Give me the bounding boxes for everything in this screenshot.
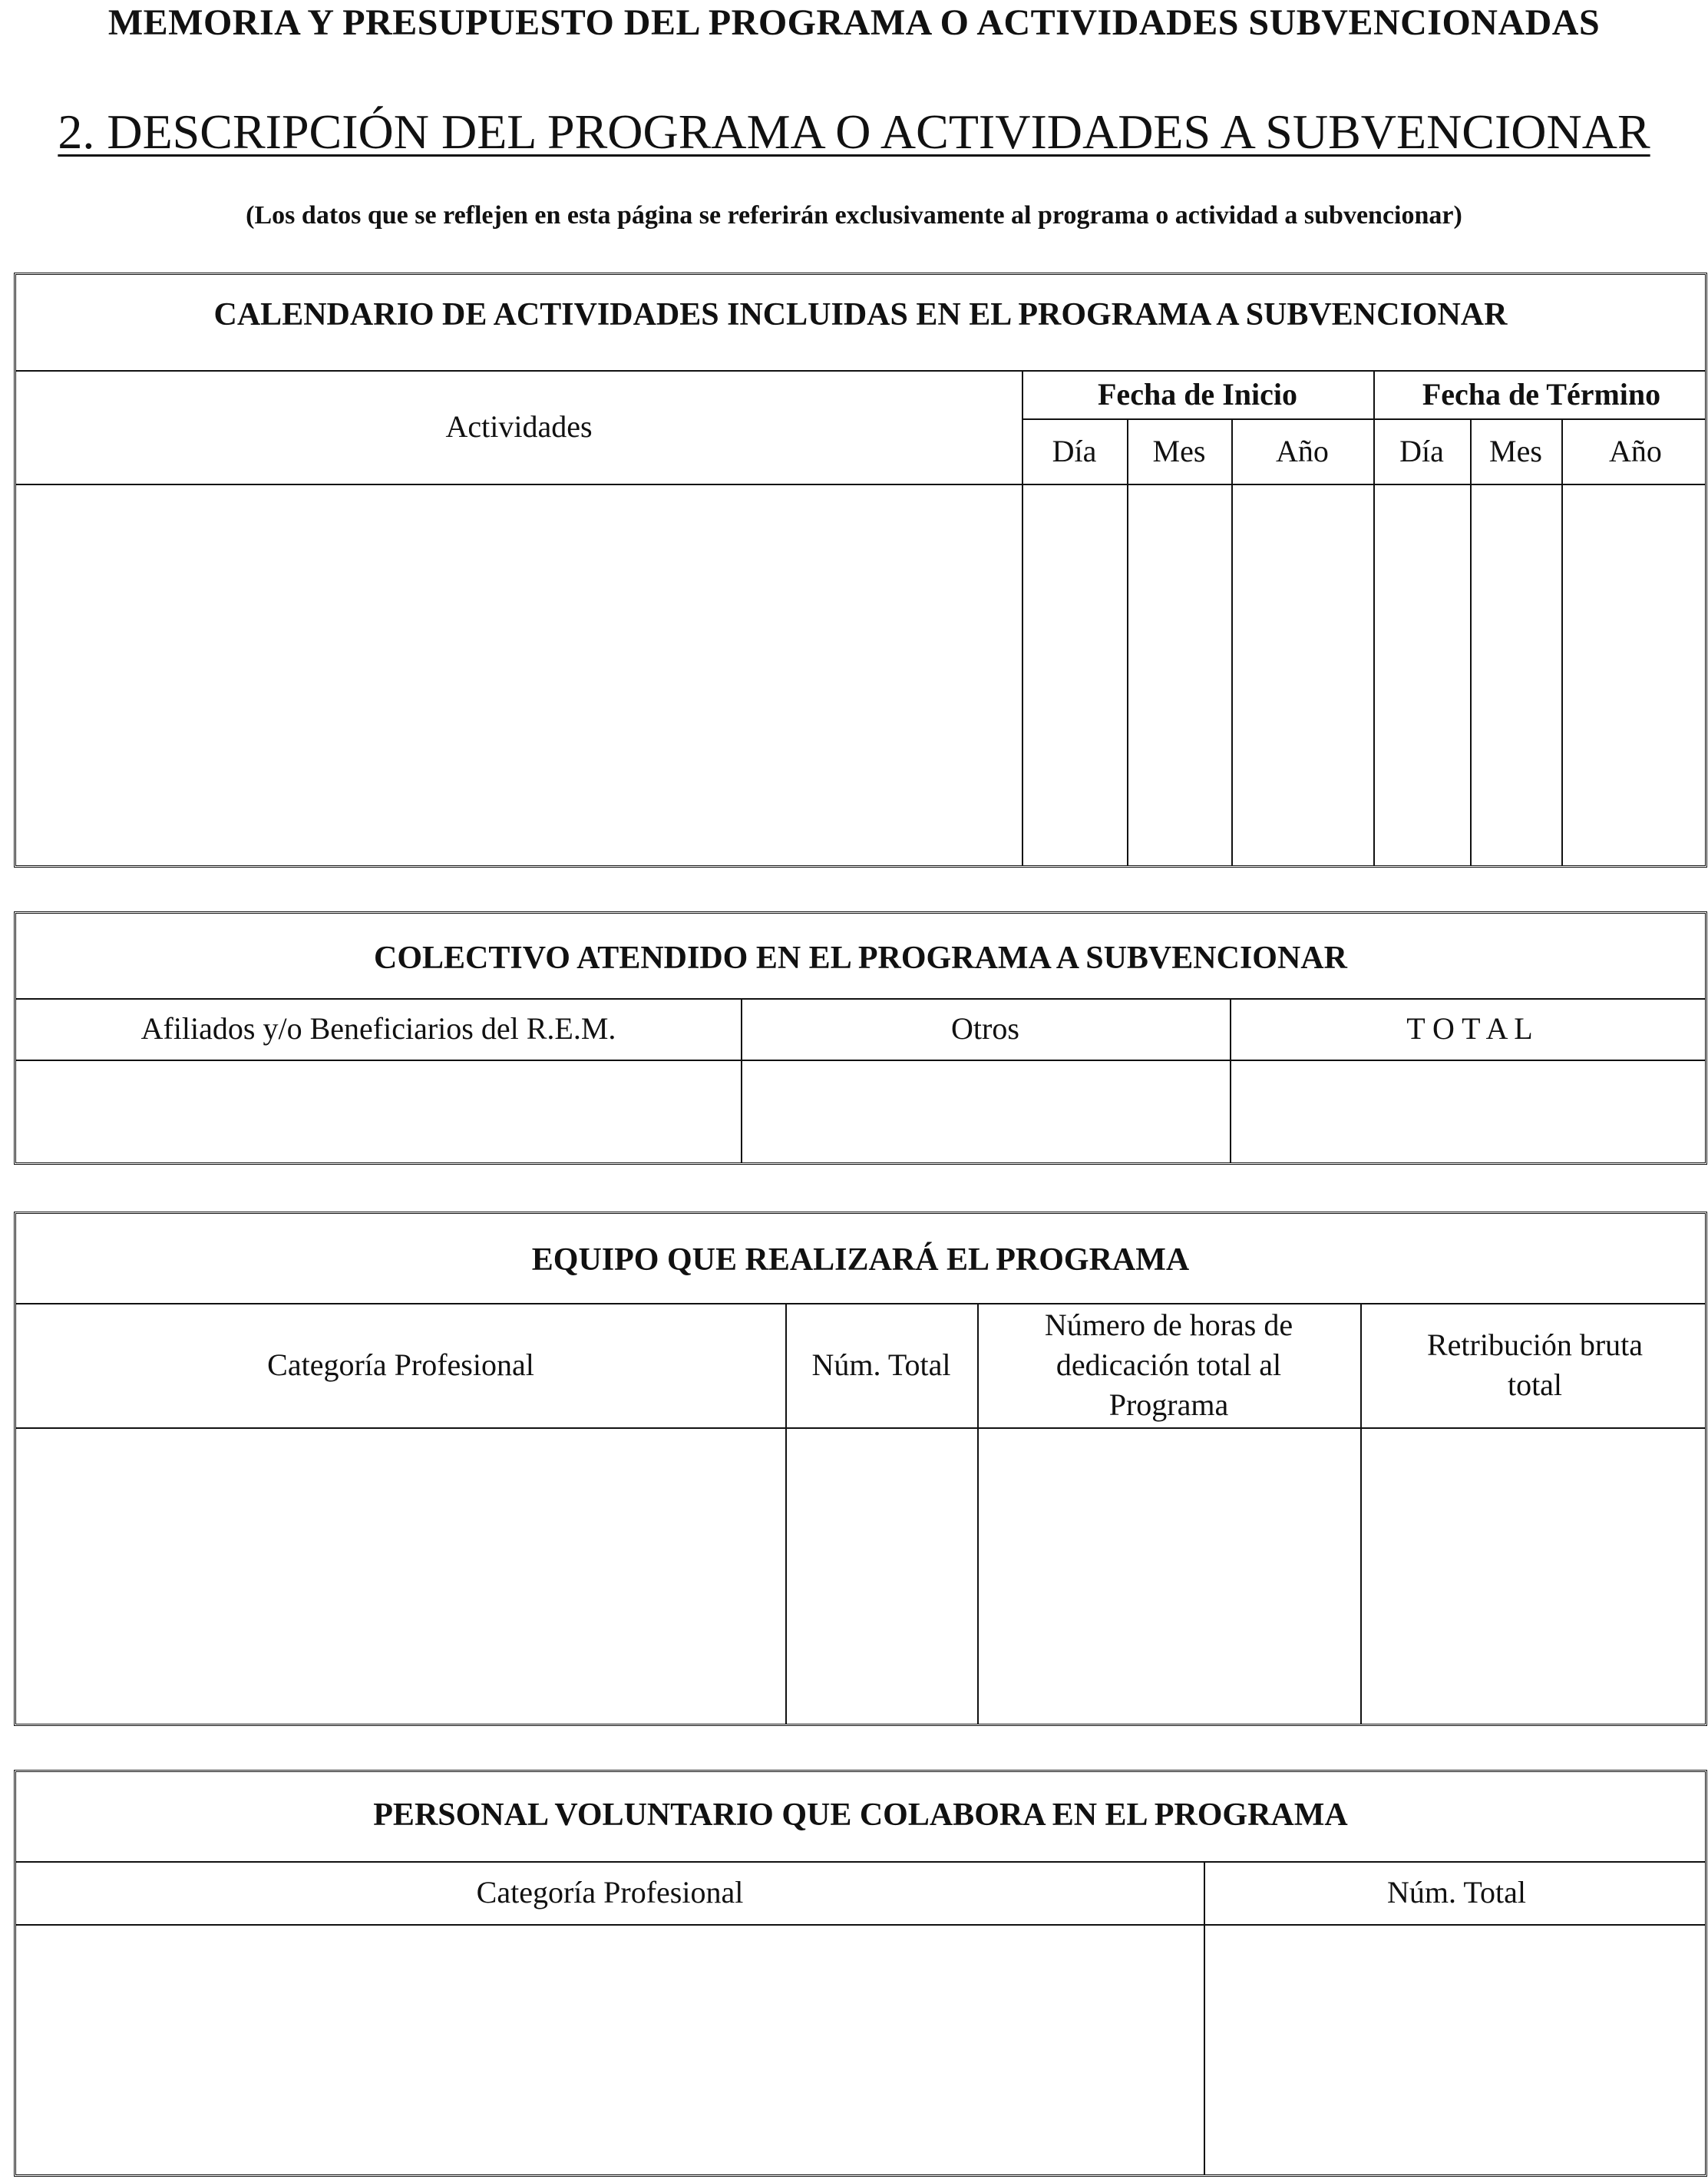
col-num-total: Núm. Total	[811, 1347, 951, 1382]
col-categoria-profesional: Categoría Profesional	[476, 1875, 744, 1910]
col-termino-dia: Día	[1399, 433, 1444, 468]
col-actividades: Actividades	[445, 409, 593, 444]
equipo-table	[14, 1212, 1707, 1726]
col-otros: Otros	[951, 1011, 1019, 1046]
col-inicio-mes: Mes	[1152, 433, 1206, 468]
col-inicio-dia: Día	[1052, 433, 1097, 468]
col-horas-dedicacion: Número de horas de dedicación total al Programa	[1044, 1308, 1293, 1422]
col-termino-anio: Año	[1609, 433, 1662, 468]
col-afiliados: Afiliados y/o Beneficiarios del R.E.M.	[140, 1011, 616, 1046]
col-inicio-anio: Año	[1276, 433, 1329, 468]
voluntario-title: PERSONAL VOLUNTARIO QUE COLABORA EN EL PROGRAMA	[373, 1797, 1348, 1833]
colectivo-title: COLECTIVO ATENDIDO EN EL PROGRAMA A SUBVENCIONAR	[374, 941, 1347, 976]
col-retribucion: Retribución bruta total	[1426, 1328, 1644, 1402]
calendario-title: CALENDARIO DE ACTIVIDADES INCLUIDAS EN EL PROGRAMA A SUBVENCIONAR	[213, 297, 1508, 332]
calendario-table	[14, 273, 1707, 868]
col-num-total: Núm. Total	[1387, 1875, 1526, 1910]
col-categoria-profesional: Categoría Profesional	[267, 1347, 534, 1382]
section-note: (Los datos que se reflejen en esta página se referirán exclusivamente al programa o actividad a subvencionar)	[246, 201, 1462, 230]
col-termino-mes: Mes	[1489, 433, 1542, 468]
equipo-title: EQUIPO QUE REALIZARÁ EL PROGRAMA	[531, 1242, 1190, 1278]
voluntario-table	[14, 1770, 1707, 2177]
col-total: T O T A L	[1406, 1011, 1533, 1046]
page-title: MEMORIA Y PRESUPUESTO DEL PROGRAMA O ACTIVIDADES SUBVENCIONADAS	[107, 2, 1601, 43]
section-title: 2. DESCRIPCIÓN DEL PROGRAMA O ACTIVIDADES A SUBVENCIONAR	[58, 104, 1650, 159]
col-fecha-inicio: Fecha de Inicio	[1098, 376, 1297, 412]
col-fecha-termino: Fecha de Término	[1422, 376, 1661, 412]
colectivo-table	[14, 911, 1707, 1165]
